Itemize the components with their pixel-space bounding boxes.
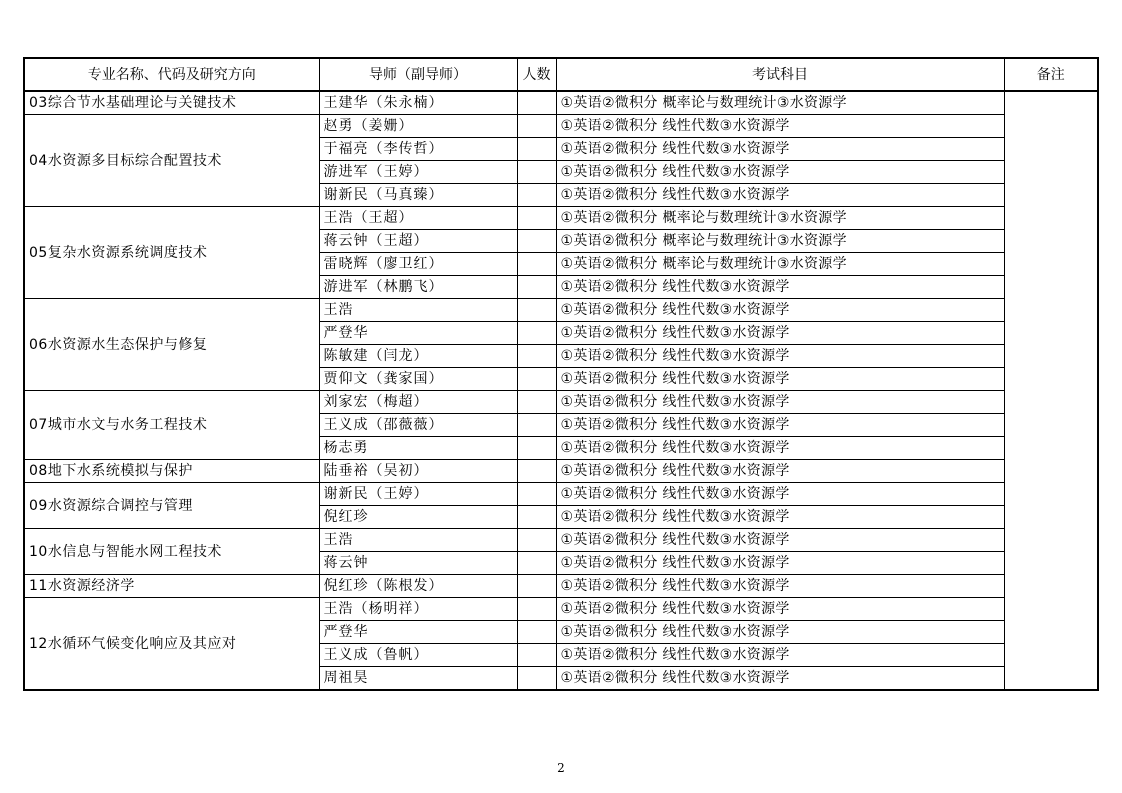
exam-cell: ①英语②微积分 线性代数③水资源学 — [556, 391, 1004, 414]
count-cell — [517, 207, 556, 230]
exam-cell: ①英语②微积分 线性代数③水资源学 — [556, 161, 1004, 184]
major-cell: 09水资源综合调控与管理 — [24, 483, 319, 529]
table-row — [24, 598, 1098, 621]
advisor-cell: 陈敏建（闫龙） — [319, 345, 517, 368]
advisor-cell: 贾仰文（龚家国） — [319, 368, 517, 391]
major-cell: 05复杂水资源系统调度技术 — [24, 207, 319, 299]
count-cell — [517, 345, 556, 368]
advisor-cell: 倪红珍（陈根发） — [319, 575, 517, 598]
advisor-cell: 严登华 — [319, 621, 517, 644]
count-cell — [517, 437, 556, 460]
exam-cell: ①英语②微积分 线性代数③水资源学 — [556, 276, 1004, 299]
count-cell — [517, 91, 556, 115]
exam-cell: ①英语②微积分 线性代数③水资源学 — [556, 115, 1004, 138]
major-cell: 08地下水系统模拟与保护 — [24, 460, 319, 483]
exam-cell: ①英语②微积分 线性代数③水资源学 — [556, 483, 1004, 506]
count-cell — [517, 598, 556, 621]
header-advisor: 导师（副导师） — [319, 58, 517, 91]
advisor-cell: 蒋云钟（王超） — [319, 230, 517, 253]
count-cell — [517, 460, 556, 483]
count-cell — [517, 184, 556, 207]
advisor-cell: 于福亮（李传哲） — [319, 138, 517, 161]
exam-cell: ①英语②微积分 线性代数③水资源学 — [556, 322, 1004, 345]
exam-cell: ①英语②微积分 线性代数③水资源学 — [556, 552, 1004, 575]
exam-cell: ①英语②微积分 线性代数③水资源学 — [556, 138, 1004, 161]
advisor-cell: 谢新民（王婷） — [319, 483, 517, 506]
exam-cell: ①英语②微积分 线性代数③水资源学 — [556, 414, 1004, 437]
table-row — [24, 207, 1098, 230]
count-cell — [517, 299, 556, 322]
count-cell — [517, 253, 556, 276]
count-cell — [517, 391, 556, 414]
exam-cell: ①英语②微积分 线性代数③水资源学 — [556, 598, 1004, 621]
exam-cell: ①英语②微积分 概率论与数理统计③水资源学 — [556, 91, 1004, 115]
header-count: 人数 — [517, 58, 556, 91]
page-number: 2 — [557, 761, 565, 775]
advisor-cell: 蒋云钟 — [319, 552, 517, 575]
advisor-cell: 谢新民（马真臻） — [319, 184, 517, 207]
major-cell: 06水资源水生态保护与修复 — [24, 299, 319, 391]
table-header — [24, 58, 1098, 91]
exam-cell: ①英语②微积分 线性代数③水资源学 — [556, 437, 1004, 460]
count-cell — [517, 414, 556, 437]
count-cell — [517, 483, 556, 506]
exam-cell: ①英语②微积分 线性代数③水资源学 — [556, 345, 1004, 368]
major-cell: 12水循环气候变化响应及其应对 — [24, 598, 319, 691]
count-cell — [517, 667, 556, 691]
remark-cell — [1004, 91, 1098, 690]
advisor-cell: 王义成（邵薇薇） — [319, 414, 517, 437]
major-cell: 11水资源经济学 — [24, 575, 319, 598]
advisor-cell: 周祖昊 — [319, 667, 517, 691]
advisor-cell: 游进军（王婷） — [319, 161, 517, 184]
table-row — [24, 575, 1098, 598]
advisor-cell: 陆垂裕（吴初） — [319, 460, 517, 483]
major-cell: 04水资源多目标综合配置技术 — [24, 115, 319, 207]
header-exam: 考试科目 — [556, 58, 1004, 91]
exam-cell: ①英语②微积分 线性代数③水资源学 — [556, 529, 1004, 552]
table-body — [24, 91, 1098, 690]
exam-cell: ①英语②微积分 线性代数③水资源学 — [556, 460, 1004, 483]
count-cell — [517, 368, 556, 391]
major-cell: 03综合节水基础理论与关键技术 — [24, 91, 319, 115]
advisor-cell: 王浩 — [319, 299, 517, 322]
exam-cell: ①英语②微积分 线性代数③水资源学 — [556, 667, 1004, 691]
count-cell — [517, 552, 556, 575]
count-cell — [517, 644, 556, 667]
exam-cell: ①英语②微积分 线性代数③水资源学 — [556, 184, 1004, 207]
count-cell — [517, 529, 556, 552]
advisor-cell: 王义成（鲁帆） — [319, 644, 517, 667]
table-row — [24, 483, 1098, 506]
advisor-cell: 游进军（林鹏飞） — [319, 276, 517, 299]
table-row — [24, 299, 1098, 322]
exam-cell: ①英语②微积分 线性代数③水资源学 — [556, 368, 1004, 391]
advisor-cell: 王浩（王超） — [319, 207, 517, 230]
exam-cell: ①英语②微积分 线性代数③水资源学 — [556, 644, 1004, 667]
count-cell — [517, 138, 556, 161]
exam-cell: ①英语②微积分 概率论与数理统计③水资源学 — [556, 230, 1004, 253]
admissions-table — [23, 57, 1099, 691]
exam-cell: ①英语②微积分 概率论与数理统计③水资源学 — [556, 253, 1004, 276]
major-cell: 10水信息与智能水网工程技术 — [24, 529, 319, 575]
exam-cell: ①英语②微积分 线性代数③水资源学 — [556, 575, 1004, 598]
count-cell — [517, 276, 556, 299]
count-cell — [517, 115, 556, 138]
header-row — [24, 58, 1098, 91]
exam-cell: ①英语②微积分 线性代数③水资源学 — [556, 506, 1004, 529]
advisor-cell: 倪红珍 — [319, 506, 517, 529]
count-cell — [517, 230, 556, 253]
advisor-cell: 赵勇（姜姗） — [319, 115, 517, 138]
header-major: 专业名称、代码及研究方向 — [24, 58, 319, 91]
exam-cell: ①英语②微积分 概率论与数理统计③水资源学 — [556, 207, 1004, 230]
table-row — [24, 391, 1098, 414]
table-row — [24, 115, 1098, 138]
header-remark: 备注 — [1004, 58, 1098, 91]
advisor-cell: 王浩 — [319, 529, 517, 552]
count-cell — [517, 161, 556, 184]
advisor-cell: 严登华 — [319, 322, 517, 345]
table-row — [24, 460, 1098, 483]
count-cell — [517, 621, 556, 644]
advisor-cell: 刘家宏（梅超） — [319, 391, 517, 414]
exam-cell: ①英语②微积分 线性代数③水资源学 — [556, 299, 1004, 322]
table-row — [24, 91, 1098, 115]
advisor-cell: 杨志勇 — [319, 437, 517, 460]
advisor-cell: 雷晓辉（廖卫红） — [319, 253, 517, 276]
count-cell — [517, 322, 556, 345]
major-cell: 07城市水文与水务工程技术 — [24, 391, 319, 460]
advisor-cell: 王建华（朱永楠） — [319, 91, 517, 115]
count-cell — [517, 575, 556, 598]
exam-cell: ①英语②微积分 线性代数③水资源学 — [556, 621, 1004, 644]
advisor-cell: 王浩（杨明祥） — [319, 598, 517, 621]
count-cell — [517, 506, 556, 529]
table-row — [24, 529, 1098, 552]
